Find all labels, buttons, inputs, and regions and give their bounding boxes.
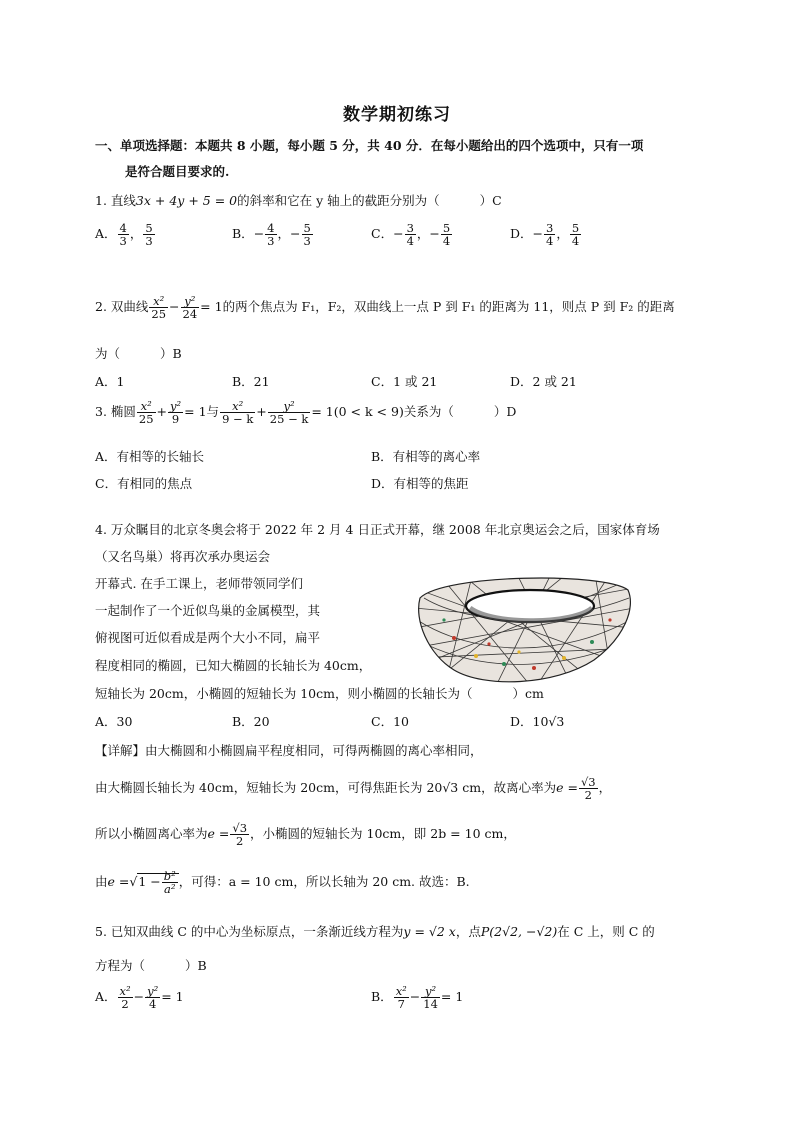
q4-detail-line1: 【详解】由大椭圆和小椭圆扁平程度相同，可得两椭圆的离心率相同， (95, 743, 483, 758)
q3-stem: 3. 椭圆 $\frac{\text{x²}}{25}$ + $\frac{\text{y²}}{9}$ = 1与 $\frac{\text{x²}}{9 - k}$ + $\frac{\text{y²}}{25 - k}$ = 1(0 < k < 9)关系为（ ）D (95, 399, 517, 427)
q4-line3: 开幕式. 在手工课上，老师带领同学们 (95, 576, 303, 591)
q4-option-a: A．30 (95, 714, 133, 729)
birds-nest-icon (414, 568, 634, 690)
q2-option-d: D．2 或 21 (510, 374, 577, 389)
q4-option-c: C．10 (371, 714, 409, 729)
q5-option-a: A． $\frac{\text{x²}}{2}$ − $\frac{\text{y²}}{4}$ = 1 (95, 984, 184, 1012)
q1-option-b: B．− $\frac{4}{3}$ ，− $\frac{5}{3}$ (232, 221, 311, 249)
q2-option-a: A．1 (95, 374, 125, 389)
birds-nest-model-illustration (414, 568, 634, 690)
q3-option-d: D．有相等的焦距 (371, 476, 469, 491)
q4-line4: 一起制作了一个近似鸟巢的金属模型，其 (95, 603, 321, 618)
page-title: 数学期初练习 (343, 105, 451, 125)
q4-line1: 4. 万众瞩目的北京冬奥会将于 2022 年 2 月 4 日正式开幕，继 2008 年北京奥运会之后，国家体育场 (95, 522, 660, 537)
q4-line2: （又名鸟巢）将再次承办奥运会 (95, 549, 271, 564)
q4-line6: 程度相同的椭圆，已知大椭圆的长轴长为 40cm， (95, 658, 372, 673)
q3-option-b: B．有相等的离心率 (371, 449, 481, 464)
q2-stem-line2: 为（ ）B (95, 346, 182, 361)
q5-stem: 5. 已知双曲线 C 的中心为坐标原点，一条渐近线方程为y = √2 x，点P(2√2, −√2)在 C 上，则 C 的 (95, 924, 655, 939)
q4-option-b: B．20 (232, 714, 270, 729)
section-heading-line1: 一、单项选择题：本题共 8 小题，每小题 5 分，共 40 分．在每小题给出的四个选项中，只有一项 (95, 138, 644, 153)
q2-option-b: B．21 (232, 374, 270, 389)
q3-option-a: A．有相等的长轴长 (95, 449, 205, 464)
q2-option-c: C．1 或 21 (371, 374, 438, 389)
section-heading-line2: 是符合题目要求的. (125, 164, 230, 179)
q4-detail-line3: 所以小椭圆离心率为e = $\frac{√3}{2}$ ，小椭圆的短轴长为 10cm，即 2b = 10 cm， (95, 821, 516, 849)
q4-option-d: D．10√3 (510, 714, 565, 729)
q4-detail-line4: 由e =√1 − $\frac{\text{b²}}{\text{a²}}$ ，可得：a = 10 cm，所以长轴为 20 cm. 故选：B. (95, 869, 470, 897)
q4-line7: 短轴长为 20cm，小椭圆的短轴长为 10cm，则小椭圆的长轴长为（ ）cm (95, 686, 544, 701)
q3-option-c: C．有相同的焦点 (95, 476, 193, 491)
q1-option-c: C．− $\frac{3}{4}$ ，− $\frac{5}{4}$ (371, 221, 451, 249)
q5-option-b: B． $\frac{\text{x²}}{7}$ − $\frac{\text{y²}}{14}$ = 1 (371, 984, 464, 1012)
q2-stem: 2. 双曲线 $\frac{\text{x²}}{25}$ − $\frac{\text{y²}}{24}$ = 1的两个焦点为 F₁，F₂，双曲线上一点 P 到 F₁ 的距离为 11，则点 P 到 F₂ 的距离 (95, 294, 675, 322)
q1-option-d: D．− $\frac{3}{4}$ ， $\frac{5}{4}$ (510, 221, 580, 249)
q1-stem: 1. 直线3x + 4y + 5 = 0的斜率和它在 y 轴上的截距分别为（ ）C (95, 193, 502, 208)
q4-detail-line2: 由大椭圆长轴长为 40cm，短轴长为 20cm，可得焦距长为 20√3 cm，故离心率为e = $\frac{√3}{2}$ ， (95, 775, 612, 803)
q5-stem-line2: 方程为（ ）B (95, 958, 207, 973)
q4-line5: 俯视图可近似看成是两个大小不同，扁平 (95, 630, 321, 645)
q1-option-a: A． $\frac{4}{3}$ ， $\frac{5}{3}$ (95, 221, 153, 249)
